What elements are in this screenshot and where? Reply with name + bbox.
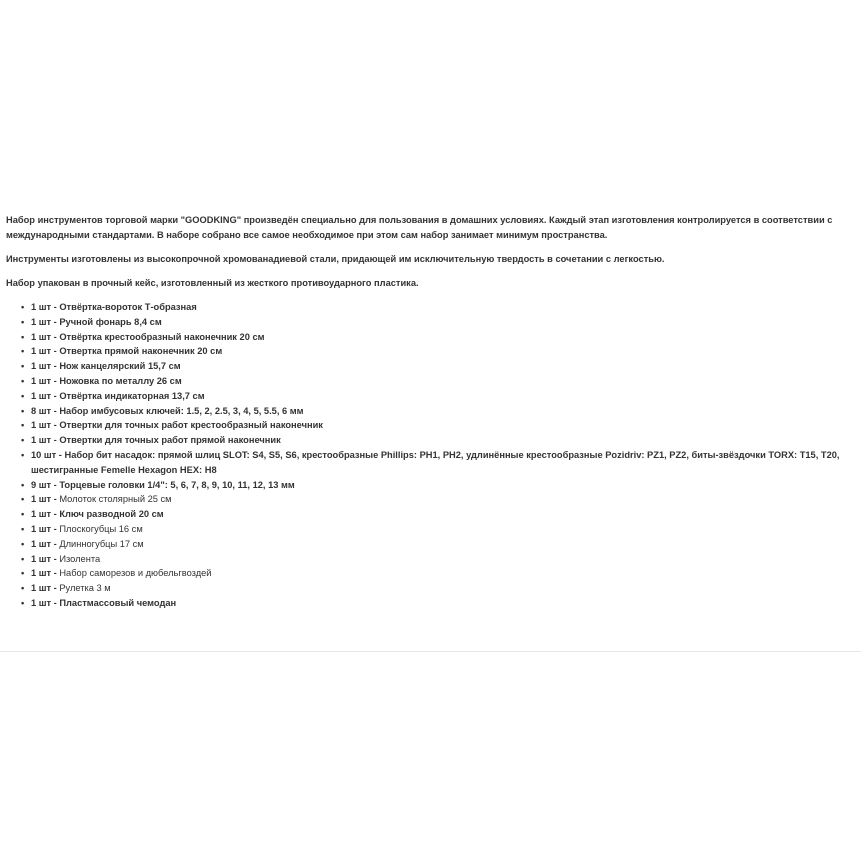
divider (0, 651, 861, 652)
list-item (6, 344, 854, 359)
packaging-paragraph: Набор упакован в прочный кейс, изготовленный из жесткого противоударного пластика. (6, 278, 419, 288)
item-description: Ключ разводной 20 см (59, 509, 164, 520)
bullet-icon: • (21, 509, 25, 520)
item-description: Нож канцелярский 15,7 см (59, 361, 181, 372)
item-quantity: 1 шт - (31, 523, 60, 534)
item-description: Отвертки для точных работ прямой наконечник (59, 435, 281, 446)
list-item (6, 522, 854, 537)
item-description: Отвёртка индикаторная 13,7 см (59, 390, 205, 401)
item-description: Набор бит насадок: прямой шлиц SLOT: S4, S5, S6, крестообразные Phillips: PH1, PH2, удлинённые крестообразные Pozidriv: PZ1, PZ2, биты-звёздочки TORX: T15, T20, шестигранные Femelle Hexagon HEX: H8 (31, 449, 840, 475)
product-description (6, 213, 854, 611)
list-item (6, 552, 854, 567)
item-quantity: 1 шт - (31, 420, 60, 431)
bullet-icon: • (21, 479, 25, 490)
list-item (6, 448, 854, 478)
item-quantity: 1 шт - (31, 375, 60, 386)
list-item (6, 581, 854, 596)
bullet-icon: • (21, 494, 25, 505)
list-item (6, 389, 854, 404)
bullet-icon: • (21, 390, 25, 401)
item-quantity: 1 шт - (31, 509, 60, 520)
item-description: Плоскогубцы 16 см (59, 523, 143, 534)
item-quantity: 1 шт - (31, 568, 60, 579)
list-item (6, 478, 854, 493)
item-quantity: 1 шт - (31, 538, 60, 549)
list-item (6, 359, 854, 374)
list-item (6, 596, 854, 611)
list-item (6, 507, 854, 522)
bullet-icon: • (21, 375, 25, 386)
item-description: Отвёртка крестообразный наконечник 20 см (59, 331, 265, 342)
item-description: Ручной фонарь 8,4 см (59, 316, 162, 327)
list-item (6, 404, 854, 419)
bullet-icon: • (21, 568, 25, 579)
item-quantity: 1 шт - (31, 361, 60, 372)
bullet-icon: • (21, 361, 25, 372)
list-item (6, 418, 854, 433)
item-description: Отвёртка-вороток Т-образная (59, 302, 197, 312)
contents-list (6, 300, 854, 611)
item-description: Молоток столярный 25 см (59, 494, 172, 505)
bullet-icon: • (21, 405, 25, 416)
item-quantity: 1 шт - (31, 316, 60, 327)
bullet-icon: • (21, 583, 25, 594)
bullet-icon: • (21, 420, 25, 431)
item-description: Изолента (59, 553, 101, 564)
item-quantity: 9 шт - (31, 479, 60, 490)
intro-paragraph: Набор инструментов торговой марки "GOODKING" произведён специально для пользования в домашних условиях. Каждый этап изготовления контролируется в соответствии с международными стандартами. В наборе собрано все самое необходимое при этом сам набор занимает минимум пространства. (6, 215, 833, 240)
item-description: Пластмассовый чемодан (59, 597, 177, 608)
item-quantity: 1 шт - (31, 435, 60, 446)
item-quantity: 1 шт - (31, 346, 60, 357)
item-quantity: 8 шт - (31, 405, 60, 416)
list-item (6, 300, 854, 315)
list-item (6, 374, 854, 389)
item-quantity: 1 шт - (31, 494, 60, 505)
item-description: Рулетка 3 м (59, 583, 111, 594)
item-description: Отвертка прямой наконечник 20 см (59, 346, 223, 357)
bullet-icon: • (21, 302, 25, 312)
bullet-icon: • (21, 435, 25, 446)
item-description: Ножовка по металлу 26 см (59, 375, 182, 386)
item-description: Длинногубцы 17 см (59, 538, 144, 549)
item-quantity: 1 шт - (31, 597, 60, 608)
bullet-icon: • (21, 538, 25, 549)
item-quantity: 1 шт - (31, 302, 60, 312)
item-description: Торцевые головки 1/4": 5, 6, 7, 8, 9, 10, 11, 12, 13 мм (59, 479, 295, 490)
bullet-icon: • (21, 346, 25, 357)
list-item (6, 537, 854, 552)
item-quantity: 10 шт - (31, 449, 65, 460)
list-item (6, 492, 854, 507)
item-description: Набор имбусовых ключей: 1.5, 2, 2.5, 3, 4, 5, 5.5, 6 мм (59, 405, 304, 416)
item-quantity: 1 шт - (31, 553, 60, 564)
list-item (6, 315, 854, 330)
item-quantity: 1 шт - (31, 331, 60, 342)
bullet-icon: • (21, 523, 25, 534)
item-quantity: 1 шт - (31, 390, 60, 401)
bullet-icon: • (21, 331, 25, 342)
material-paragraph: Инструменты изготовлены из высокопрочной хромованадиевой стали, придающей им исключительную твердость в сочетании с легкостью. (6, 254, 665, 264)
item-description: Набор саморезов и дюбельгвоздей (59, 568, 212, 579)
list-item (6, 330, 854, 345)
list-item (6, 566, 854, 581)
bullet-icon: • (21, 316, 25, 327)
bullet-icon: • (21, 553, 25, 564)
list-item (6, 433, 854, 448)
bullet-icon: • (21, 449, 25, 460)
item-quantity: 1 шт - (31, 583, 60, 594)
item-description: Отвертки для точных работ крестообразный наконечник (59, 420, 323, 431)
bullet-icon: • (21, 597, 25, 608)
